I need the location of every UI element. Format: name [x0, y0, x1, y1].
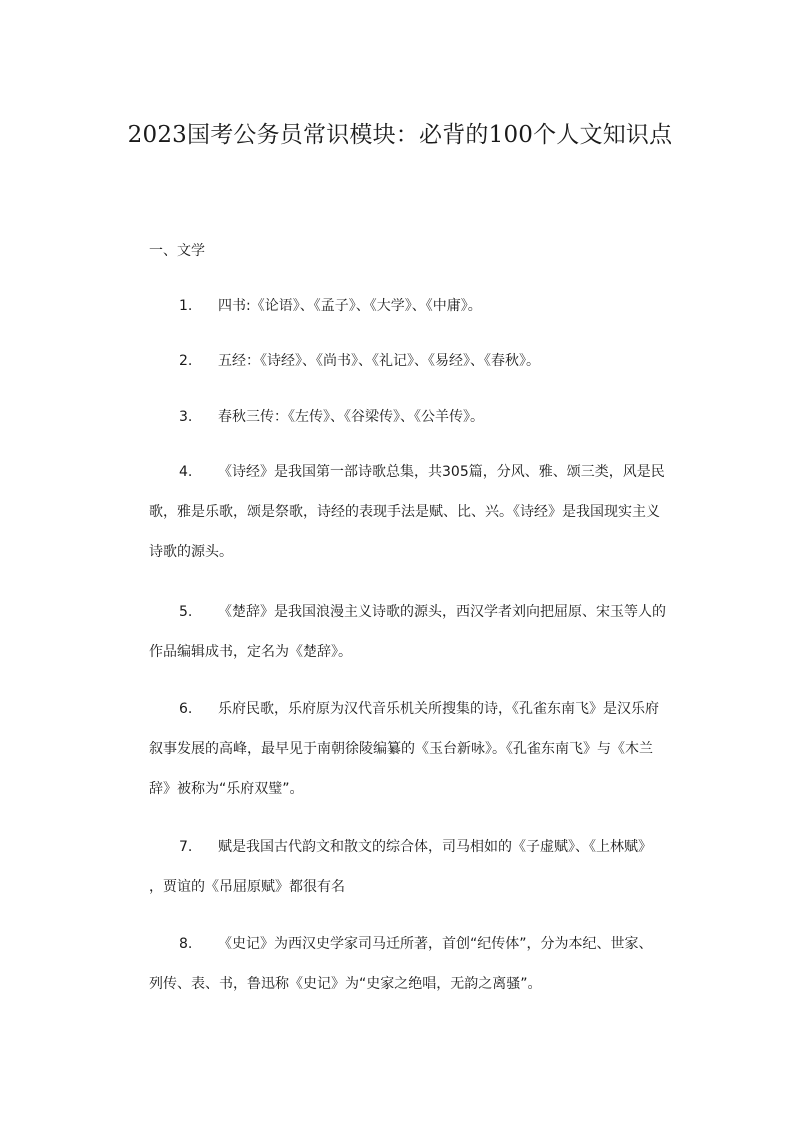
item-text: 五经：《诗经》、《尚书》、《礼记》、《易经》、《春秋》。 [218, 353, 540, 369]
item-line [149, 351, 669, 371]
item-number: 8. [179, 936, 193, 952]
document-title: 2023国考公务员常识模块：必背的100个人文知识点 [127, 122, 673, 148]
item-line [149, 837, 669, 857]
item-number: 2. [179, 353, 193, 369]
list-item [149, 602, 669, 662]
item-text: 诗歌的源头。 [149, 544, 233, 560]
item-number: 6. [179, 701, 193, 717]
item-number: 7. [179, 839, 193, 855]
list-item [149, 351, 669, 371]
item-text: 《诗经》是我国第一部诗歌总集，共305篇，分风、雅、颂三类，风是民 [218, 464, 665, 480]
item-line [149, 462, 669, 482]
item-line [149, 779, 669, 799]
item-line [149, 602, 669, 622]
item-line [149, 642, 669, 662]
item-line [149, 296, 669, 316]
item-text: 列传、表、书，鲁迅称《史记》为“史家之绝唱，无韵之离骚”。 [149, 976, 542, 992]
item-line [149, 407, 669, 427]
item-text: 春秋三传：《左传》、《谷梁传》、《公羊传》。 [218, 409, 484, 425]
item-text: 四书:《论语》、《孟子》、《大学》、《中庸》。 [218, 298, 482, 314]
item-line [149, 934, 669, 954]
list-item [149, 934, 669, 994]
item-number: 4. [179, 464, 193, 480]
list-item [149, 462, 669, 562]
item-line [149, 974, 669, 994]
item-text: 赋是我国古代韵文和散文的综合体，司马相如的《子虚赋》、《上林赋》 [218, 839, 652, 855]
item-line [149, 542, 669, 562]
item-line [149, 699, 669, 719]
item-text: 作品编辑成书，定名为《楚辞》。 [149, 644, 352, 660]
item-text: ，贾谊的《吊屈原赋》都很有名 [149, 879, 345, 895]
item-line [149, 877, 669, 897]
item-text: 辞》被称为“乐府双璧”。 [149, 781, 304, 797]
item-line [149, 502, 669, 522]
item-text: 乐府民歌，乐府原为汉代音乐机关所搜集的诗，《孔雀东南飞》是汉乐府 [218, 701, 659, 717]
list-item [149, 837, 669, 897]
item-text: 《史记》为西汉史学家司马迁所著，首创“纪传体”，分为本纪、世家、 [218, 936, 653, 952]
list-item [149, 407, 669, 427]
item-number: 5. [179, 604, 193, 620]
item-text: 歌，雅是乐歌，颂是祭歌，诗经的表现手法是赋、比、兴。《诗经》是我国现实主义 [149, 504, 660, 520]
list-item [149, 699, 669, 799]
item-number: 3. [179, 409, 193, 425]
item-text: 叙事发展的高峰，最早见于南朝徐陵编纂的《玉台新咏》。《孔雀东南飞》与《木兰 [149, 741, 653, 757]
item-number: 1. [179, 298, 193, 314]
item-line [149, 739, 669, 759]
list-item [149, 296, 669, 316]
section-heading-literature: 一、文学 [149, 243, 205, 259]
item-text: 《楚辞》是我国浪漫主义诗歌的源头，西汉学者刘向把屈原、宋玉等人的 [218, 604, 666, 620]
